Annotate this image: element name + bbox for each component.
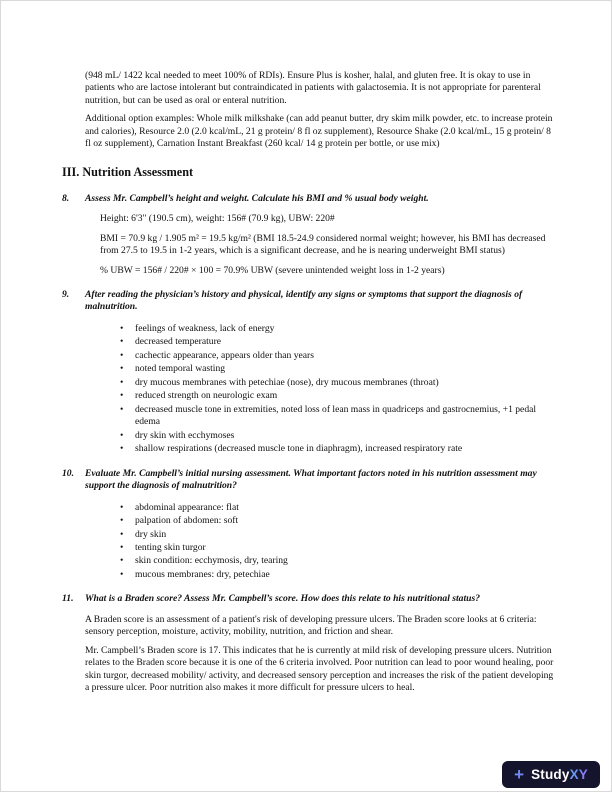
answer-paragraph: Height: 6'3" (190.5 cm), weight: 156# (70.9 kg), UBW: 220# bbox=[100, 213, 335, 225]
studyxy-logo bbox=[502, 761, 600, 788]
answer-paragraph: BMI = 70.9 kg / 1.905 m² = 19.5 kg/m² (BMI 18.5-24.9 considered normal weight; however, his BMI has decreased from 27.5 to 19.5 in 1-2 years, which is a significant decrease, and he is nearing underweight BMI status) bbox=[100, 232, 546, 257]
list-item: • skin condition: ecchymosis, dry, tearing bbox=[118, 555, 556, 567]
list-item: • decreased muscle tone in extremities, noted loss of lean mass in quadriceps and gastrocnemius, +1 pedal edema bbox=[118, 404, 556, 429]
list-item: • mucous membranes: dry, petechiae bbox=[118, 569, 556, 581]
assessment-list bbox=[62, 502, 556, 582]
question-number: 11. bbox=[62, 593, 74, 605]
answer-paragraph: % UBW = 156# / 220# × 100 = 70.9% UBW (severe unintended weight loss in 1-2 years) bbox=[100, 264, 445, 276]
list-item: • palpation of abdomen: soft bbox=[118, 515, 556, 527]
answer-paragraph: A Braden score is an assessment of a patient's risk of developing pressure ulcers. The Braden score looks at 6 criteria: sensory perception, moisture, activity, mobility, nutrition, and friction and shear. bbox=[85, 613, 537, 638]
list-item: • feelings of weakness, lack of energy bbox=[118, 323, 556, 335]
section-heading: III. Nutrition Assessment bbox=[62, 164, 194, 179]
question-prompt: After reading the physician’s history and physical, identify any signs or symptoms that support the diagnosis of malnutrition. bbox=[85, 289, 523, 313]
symptom-list bbox=[62, 323, 556, 456]
brand-xy: XY bbox=[569, 767, 588, 782]
list-item: • noted temporal wasting bbox=[118, 363, 556, 375]
list-item: • reduced strength on neurologic exam bbox=[118, 390, 556, 402]
question-prompt: Assess Mr. Campbell’s height and weight. Calculate his BMI and % usual body weight. bbox=[85, 192, 429, 204]
question-number: 10. bbox=[62, 467, 74, 479]
question-number: 8. bbox=[62, 192, 70, 204]
list-item: • dry mucous membranes with petechiae (nose), dry mucous membranes (throat) bbox=[118, 377, 556, 389]
question-number: 9. bbox=[62, 289, 70, 301]
answer-paragraph: Mr. Campbell’s Braden score is 17. This indicates that he is currently at mild risk of developing pressure ulcers. Nutrition relates to the Braden score because it is one of the 6 criteria involved. Poor nutrition can lead to poor wound healing, poor skin turgor, decreased mobility/ activity, and decreased sensory perception and increases the risk of the patient developing a pressure ulcer. Poor nutrition also makes it more difficult for pressure ulcers to heal. bbox=[85, 644, 554, 694]
list-item: • shallow respirations (decreased muscle tone in diaphragm), increased respiratory rate bbox=[118, 443, 556, 455]
question-11 bbox=[62, 593, 556, 605]
question-prompt: What is a Braden score? Assess Mr. Campbell’s score. How does this relate to his nutritional status? bbox=[85, 593, 481, 605]
plus-icon: + bbox=[514, 765, 525, 784]
list-item: • decreased temperature bbox=[118, 336, 556, 348]
list-item: • dry skin with ecchymoses bbox=[118, 430, 556, 442]
list-item: • abdominal appearance: flat bbox=[118, 502, 556, 514]
brand-study: Study bbox=[531, 767, 570, 782]
brand-name bbox=[531, 767, 588, 782]
question-8 bbox=[62, 193, 556, 205]
question-prompt: Evaluate Mr. Campbell’s initial nursing assessment. What important factors noted in his nutrition assessment may support the diagnosis of malnutrition? bbox=[85, 467, 537, 492]
question-10 bbox=[62, 468, 556, 493]
question-9 bbox=[62, 289, 556, 314]
list-item: • tenting skin turgor bbox=[118, 542, 556, 554]
intro-paragraph: (948 mL/ 1422 kcal needed to meet 100% of RDIs). Ensure Plus is kosher, halal, and gluten free. It is okay to use in patients who are lactose intolerant but contraindicated in patients with galactosemia. It is not appropriate for parenteral nutrition, but can be used as oral or enteral nutrition. bbox=[85, 70, 541, 106]
intro-paragraph: Additional option examples: Whole milk milkshake (can add peanut butter, dry skim milk powder, etc. to increase protein and calories), Resource 2.0 (2.0 kcal/mL, 21 g protein/ 8 fl oz supplement), Resource Shake (2.0 kcal/mL, 15 g protein/ 8 fl oz supplement), Carnation Instant Breakfast (260 kcal/ 14 g protein per bottle, or use mix) bbox=[85, 113, 553, 150]
list-item: • dry skin bbox=[118, 529, 556, 541]
list-item: • cachectic appearance, appears older than years bbox=[118, 350, 556, 362]
